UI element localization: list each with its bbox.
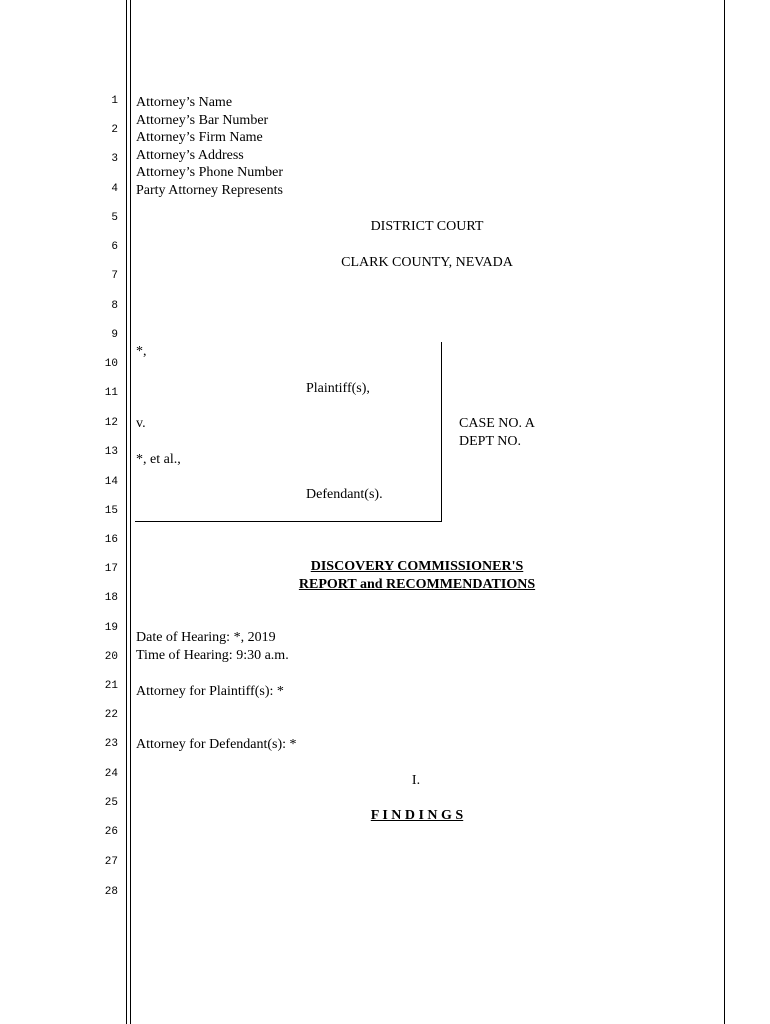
- line-number: 22: [104, 709, 118, 721]
- attorney-bar-number: Attorney’s Bar Number: [136, 112, 269, 128]
- line-number: 19: [104, 622, 118, 634]
- court-county: CLARK COUNTY, NEVADA: [341, 255, 513, 270]
- defendant-label: Defendant(s).: [306, 487, 383, 502]
- line-number: 15: [104, 505, 118, 517]
- line-number: 28: [104, 886, 118, 898]
- party-represented: Party Attorney Represents: [136, 183, 283, 198]
- plaintiff-label: Plaintiff(s),: [306, 381, 370, 396]
- line-number: 24: [104, 768, 118, 780]
- attorney-firm-name: Attorney’s Firm Name: [136, 130, 263, 146]
- line-number: 10: [104, 358, 118, 370]
- line-number: 8: [111, 300, 118, 312]
- line-number: 3: [111, 153, 118, 165]
- defendant-name: *, et al.,: [136, 452, 181, 467]
- line-number: 6: [111, 241, 118, 253]
- line-number: 21: [104, 680, 118, 692]
- attorney-name: Attorney’s Name: [136, 95, 233, 110]
- line-number: 1: [111, 95, 118, 107]
- line-number: 26: [104, 826, 118, 838]
- hearing-time: Time of Hearing: 9:30 a.m.: [136, 648, 289, 663]
- line-number: 11: [104, 387, 118, 399]
- line-number: 20: [104, 651, 118, 663]
- left-margin-rule-inner: [130, 0, 131, 1024]
- plaintiff-attorney: Attorney for Plaintiff(s): *: [136, 684, 284, 699]
- line-number: 2: [111, 124, 118, 136]
- left-margin-rule-outer: [126, 0, 127, 1024]
- attorney-address: Attorney’s Address: [136, 147, 244, 163]
- hearing-date: Date of Hearing: *, 2019: [136, 630, 276, 645]
- defendant-attorney: Attorney for Defendant(s): *: [136, 737, 297, 752]
- versus: v.: [136, 416, 146, 431]
- case-number: CASE NO. A: [459, 416, 535, 431]
- caption-right-border: [441, 342, 442, 522]
- section-numeral: I.: [411, 773, 421, 788]
- court-name: DISTRICT COURT: [370, 219, 484, 234]
- line-number: 27: [104, 856, 118, 868]
- section-heading: F I N D I N G S: [370, 808, 464, 823]
- line-number: 5: [111, 212, 118, 224]
- report-title-line2: REPORT and RECOMMENDATIONS: [298, 577, 536, 592]
- line-number: 17: [104, 563, 118, 575]
- line-number: 14: [104, 476, 118, 488]
- line-number: 12: [104, 417, 118, 429]
- caption-bottom-border: [135, 521, 442, 522]
- right-margin-rule: [724, 0, 725, 1024]
- line-number: 13: [104, 446, 118, 458]
- plaintiff-name: *,: [136, 344, 147, 359]
- report-title-line1: DISCOVERY COMMISSIONER'S: [310, 559, 524, 574]
- attorney-phone: Attorney’s Phone Number: [136, 165, 283, 181]
- line-number: 18: [104, 592, 118, 604]
- line-number: 16: [104, 534, 118, 546]
- line-number: 7: [111, 270, 118, 282]
- line-number: 25: [104, 797, 118, 809]
- line-number: 23: [104, 738, 118, 750]
- line-number: 4: [111, 183, 118, 195]
- department-number: DEPT NO.: [459, 434, 521, 449]
- line-number: 9: [111, 329, 118, 341]
